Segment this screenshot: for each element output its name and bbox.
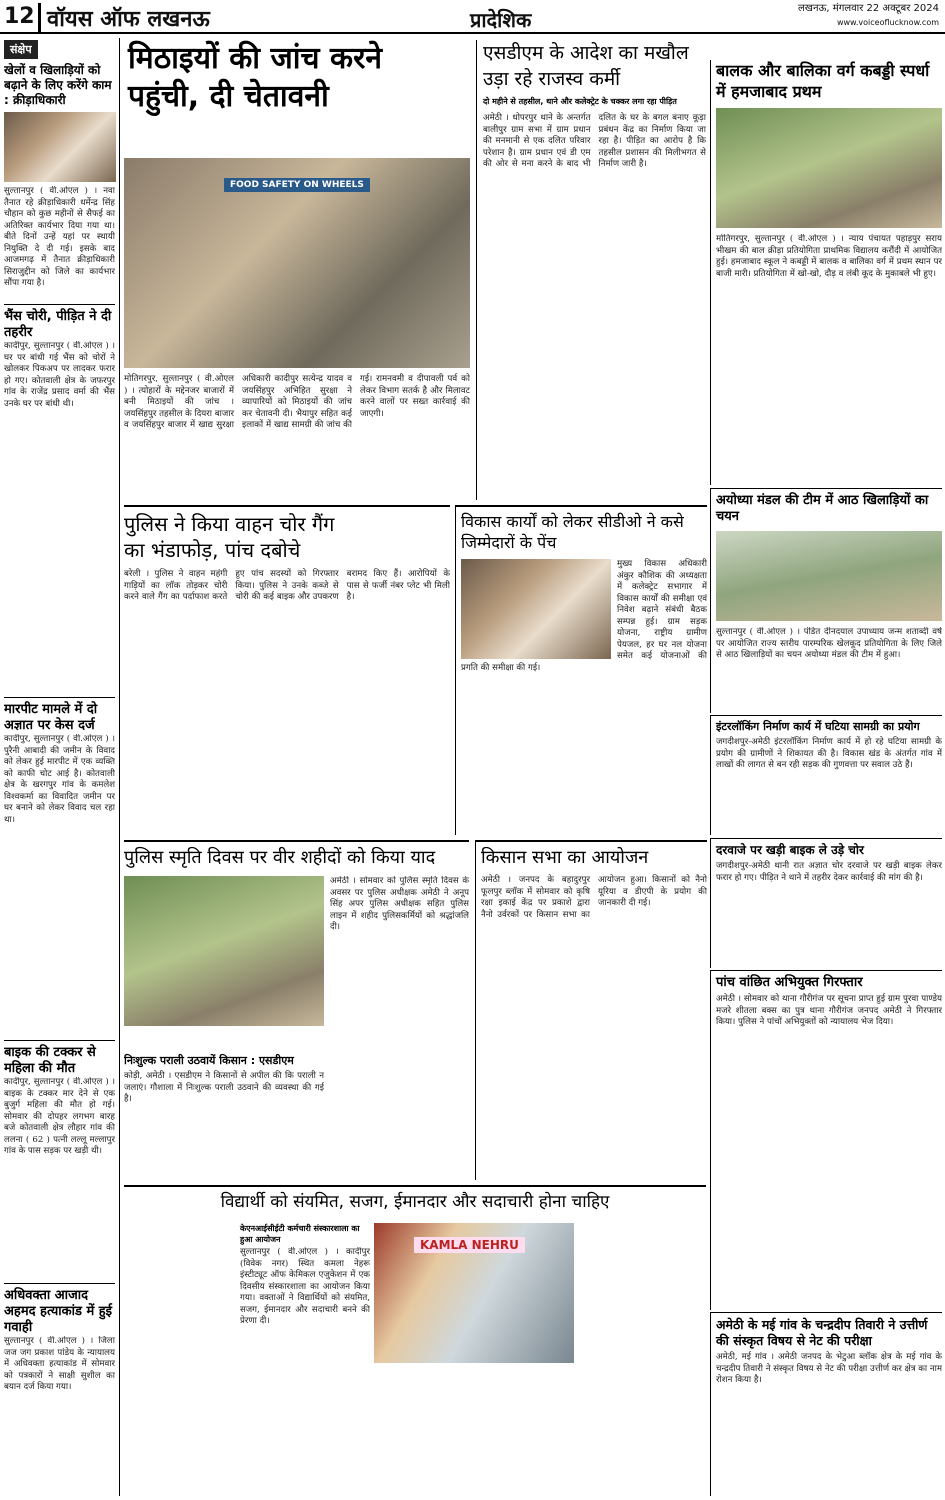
dateline xyxy=(798,2,939,30)
lead-headline xyxy=(124,40,470,116)
masthead xyxy=(0,0,945,34)
stubble-body: कोड़ी, अमेठी । एसडीएम ने किसानों से अपील की कि पराली न जलाएं। गौशाला में निःशुल्क पराली उठवाने की व्यवस्था की गई है। xyxy=(124,1071,324,1104)
brief-body: सुल्तानपुर ( वी.ओएल ) । नवा तैनात रहे क्रीड़ाधिकारी धर्मेन्द्र सिंह चौहान को कुछ महीनों से सैफई का अतिरिक्त कार्यभार दिया गया था। बीते दिनों उन्हें यहां पर स्थायी नियुक्ति दे दी गई। इसके बाद आजमगढ़ में तैनात क्रीड़ाधिकारी सिराजुद्दीन को जिले का कार्यभार सौंपा गया है। xyxy=(4,186,115,288)
brief-body: कादीपुर, सुल्तानपुर ( वी.ओएल ) । पुरैनी आबादी की जमीन के विवाद को लेकर हुई मारपीट में एक व्यक्ति को काफी चोट आई है। कोतवाली क्षेत्र के खरगपुर गांव के कमलेश विश्वकर्मा का विवादित जमीन पर घर बनाने को लेकर विवाद चल रहा था। xyxy=(4,734,115,825)
farmer-body: अमेठी । जनपद के बहादुरपुर फूलपुर ब्लॉक में सोमवार को कृषि रक्षा इकाई केंद्र पर प्रकाशे द्वारा नैनो उर्वरकों पर किसान सभा का आयोजन हुआ। किसानों को नैनो यूरिया व डीएपी के प्रयोग की जानकारी दी गई। xyxy=(481,875,707,920)
kabaddi-headline: बालक और बालिका वर्ग कबड्डी स्पर्धा में हमजाबाद प्रथम xyxy=(716,61,930,101)
briefs-label: संक्षेप xyxy=(4,40,38,59)
sdm-body: अमेठी । धोपरपुर थाने के अन्तर्गत बालीपुर ग्राम सभा में ग्राम प्रधान की मनमानी से एक दलित परिवार परेशान है। ग्राम प्रधान एवं डी एम की ओर से मना करने के बाद भी दलित के घर के बगल बनाए कूड़ा प्रबंधन केंद्र का निर्माण किया जा रहा है। पीड़ित का आरोप है कि तहसील प्रशासन की मिलीभगत से निर्माण जारी है। xyxy=(483,113,706,169)
interlocking-headline: इंटरलॉकिंग निर्माण कार्य में घटिया सामग्री का प्रयोग xyxy=(716,720,920,733)
lead-headline-line1: मिठाइयों की जांच करने xyxy=(128,41,382,76)
kabaddi-photo xyxy=(716,108,942,228)
vehicle-theft-story xyxy=(124,505,450,835)
sanskrit-headline: अमेठी के मई गांव के चन्द्रदीप तिवारी ने उत्तीर्ण की संस्कृत विषय से नेट की परीक्षा xyxy=(716,1317,928,1348)
kabaddi-story xyxy=(710,60,942,485)
vehicle-headline-line1: पुलिस ने किया वाहन चोर गैंग xyxy=(124,512,335,536)
arrest-body: अमेठी । सोमवार को थाना गौरीगंज पर सूचना प्राप्त हुई ग्राम पुरवा पाण्डेय मजरे शीतला बक्स का पुत्र थाना गौरीगंज जनपद अमेठी ने गिरफ्तार किया। पुलिस ने पांचों अभियुक्तों को न्यायालय भेज दिया। xyxy=(716,994,942,1027)
farmer-story xyxy=(475,840,707,1180)
arrest-headline: पांच वांछित अभियुक्त गिरफ्तार xyxy=(716,975,863,990)
paper-name: वॉयस ऑफ लखनऊ xyxy=(38,3,210,33)
lead-story xyxy=(124,40,470,500)
sdm-deck: दो महीने से तहसील, थाने और कलेक्ट्रेट के चक्कर लगा रहा पीड़ित xyxy=(483,97,677,106)
ayodhya-story xyxy=(710,488,942,713)
police-memorial-headline: पुलिस स्मृति दिवस पर वीर शहीदों को किया याद xyxy=(124,847,436,868)
police-memorial-photo xyxy=(124,876,324,1026)
police-memorial-body: अमेठी । सोमवार को पुलिस स्मृति दिवस के अवसर पर पुलिस अधीक्षक अमेठी ने अनूप सिंह अपर पुलिस अधीक्षक सहित पुलिस लाइन में शहीद पुलिसकर्मियों को श्रद्धांजलि दी। xyxy=(330,876,469,932)
kabaddi-body: मोतिगरपुर, सुल्तानपुर ( वी.ओएल ) । न्याय पंचायत पहाड़पुर सराय भीखम की बाल क्रीड़ा प्रतियोगिता प्राथमिक विद्यालय करौंदी में आयोजित हुई। हमजाबाद स्कूल ने कबड्डी में बालक व बालिका वर्ग में प्रथम स्थान पर बाजी मारी। प्रतियोगिता में खो-खो, दौड़ व लंबी कूद के मुकाबले भी हुए। xyxy=(716,234,942,279)
ayodhya-body: सुल्तानपुर ( वी.ओएल ) । पंडित दीनदयाल उपाध्याय जन्म शताब्दी वर्ष पर आयोजित राज्य स्तरीय पारम्परिक खेलकूद प्रतियोगिता के लिए जिले से आठ खिलाड़ियों का चयन अयोध्या मंडल की टीम में हुआ। xyxy=(716,627,942,660)
website-link[interactable]: www.voiceoflucknow.com xyxy=(836,18,939,27)
brief-headline: अधिवक्ता आजाद अहमद हत्याकांड में हुई गवाही xyxy=(4,1283,115,1336)
sdm-story xyxy=(476,40,706,500)
brief-headline: खेलों व खिलाड़ियों को बढ़ाने के लिए करेंगे काम : क्रीड़ाधिकारी xyxy=(4,63,112,107)
stubble-headline: निःशुल्क पराली उठवायें किसान : एसडीएम xyxy=(124,1054,294,1067)
student-headline: विद्यार्थी को संयमित, सजग, ईमानदार और सदाचारी होना चाहिए xyxy=(220,1192,610,1212)
food-safety-sign: FOOD SAFETY ON WHEELS xyxy=(224,178,370,192)
brief-body: सुल्तानपुर ( वी.ओएल ) । जिला जज जग प्रकाश पांडेय के न्यायालय में अधिवक्ता हत्याकांड में सोमवार को पत्रकारों ने साक्षी सुशील का बयान दर्ज किया गया। xyxy=(4,1336,115,1392)
lead-photo xyxy=(124,158,470,368)
brief-body: कादीपुर, सुल्तानपुर ( वी.ओएल ) । घर पर बांधी गई भैंस को चोरों ने खोलकर पिकअप पर लादकर फरार हो गए। कोतवाली क्षेत्र के जफरपुर गांव के राजेंद्र प्रसाद वर्मा की भैंस उनके घर पर बांधी थी। xyxy=(4,341,115,409)
cdo-story xyxy=(455,505,707,835)
student-photo xyxy=(374,1223,574,1363)
brief-headline: बाइक की टक्कर से महिला की मौत xyxy=(4,1040,115,1077)
brief-headline: भैंस चोरी, पीड़ित ने दी तहरीर xyxy=(4,304,115,341)
student-kicker: केएनआईसीईटी कर्मचारी संस्कारशाला का हुआ आयोजन xyxy=(240,1224,360,1244)
vehicle-theft-body: बरेली । पुलिस ने वाहन महंगी गाड़ियों का लॉक तोड़कर चोरी करने वाले गैंग का पर्दाफाश करते हुए पांच सदस्यों को गिरफ्तार किया। पुलिस ने उनके कब्जे से चोरी की कई बाइक और उपकरण बरामद किए हैं। आरोपियों के पास से फर्जी नंबर प्लेट भी मिली है। xyxy=(124,569,450,602)
cdo-body: मुख्य विकास अधिकारी अंकुर कौशिक की अध्यक्षता में कलेक्ट्रेट सभागार में विकास कार्यों की समीक्षा एवं निवेश बढ़ाने संबंधी बैठक सम्पन्न हुई। ग्राम सड़क योजना, राष्ट्रीय ग्रामीण पेयजल, हर घर नल योजना समेत कई योजनाओं की प्रगति की समीक्षा की गई। xyxy=(461,559,707,673)
brief-body: कादीपुर, सुल्तानपुर ( वी.ओएल ) । बाइक के टक्कर मार देने से एक बुजुर्ग महिला की मौत हो गई। सोमवार की दोपहर लगभग बारह बजे कोतवाली क्षेत्र लौहार गांव की ललना ( 62 ) पत्नी लल्लू मल्लापुर गांव के पास सड़क पर खड़ी थी। xyxy=(4,1077,115,1156)
vehicle-headline-line2: का भंडाफोड़, पांच दबोचे xyxy=(124,538,301,562)
sdm-headline: एसडीएम के आदेश का मखौल उड़ा रहे राजस्व कर्मी xyxy=(483,42,689,90)
ayodhya-headline: अयोध्या मंडल की टीम में आठ खिलाड़ियों का चयन xyxy=(716,493,929,524)
student-body: सुल्तानपुर ( वी.ओएल ) । कादीपुर (विवेक नगर) स्थित कमला नेहरू इंस्टीट्यूट ऑफ केमिकल एजुकेशन में एक दिवसीय संस्कारशाला का आयोजन किया गया। वक्ताओं ने विद्यार्थियों को संयमित, सजग, ईमानदार और सदाचारी बनने की प्रेरणा दी। xyxy=(240,1247,370,1326)
bike-theft-headline: दरवाजे पर खड़ी बाइक ले उड़े चोर xyxy=(716,843,864,857)
stubble-story xyxy=(124,1050,324,1180)
banner-text: KAMLA NEHRU xyxy=(414,1237,525,1253)
brief-headline: मारपीट मामले में दो अज्ञात पर केस दर्ज xyxy=(4,697,115,734)
student-story xyxy=(124,1185,706,1496)
lead-body: मोतिगरपुर, सुल्तानपुर ( वी.ओएल ) । त्योहारों के मद्देनजर बाजारों में बनी मिठाइयों की जांच । जयसिंहपुर तहसील के दियरा बाजार व जयसिंहपुर बाजार में खाद्य सुरक्षा अधिकारी कादीपुर सत्येन्द्र यादव व जयसिंहपुर अभिहित सुरक्षा ने व्यापारियों को मिठाइयों की जांच कर चेतावनी दी। भैयापुर सहित कई इलाकों में खाद्य सामग्री की जांच की गई। रामनवमी व दीपावली पर्व को लेकर विभाग सतर्क है और मिलावट करने वालों पर सख्त कार्रवाई की जाएगी। xyxy=(124,374,470,430)
ayodhya-photo xyxy=(716,531,942,621)
bike-theft-story xyxy=(710,838,942,968)
brief-photo xyxy=(4,112,116,182)
vehicle-theft-headline xyxy=(124,511,450,563)
cdo-photo xyxy=(461,559,611,659)
date: लखनऊ, मंगलवार 22 अक्टूबर 2024 xyxy=(798,3,939,14)
lead-headline-line2: पहुंची, दी चेतावनी xyxy=(128,79,329,114)
sanskrit-story xyxy=(710,1312,942,1496)
arrest-story xyxy=(710,970,942,1310)
cdo-headline: विकास कार्यों को लेकर सीडीओ ने कसे जिम्मेदारों के पेंच xyxy=(461,512,684,552)
sanskrit-body: अमेठी, मई गांव । अमेठी जनपद के भेटुआ ब्लॉक क्षेत्र के मई गांव के चन्द्रदीप तिवारी ने संस्कृत विषय से नेट की परीक्षा उत्तीर्ण कर क्षेत्र का नाम रोशन किया है। xyxy=(716,1352,942,1385)
briefs-column xyxy=(4,38,120,1496)
section-title: प्रादेशिक xyxy=(470,6,531,34)
bike-theft-body: जगदीशपुर-अमेठी थानी रात अज्ञात चोर दरवाजे पर खड़ी बाइक लेकर फरार हो गए। पीड़ित ने थाने में तहरीर देकर कार्रवाई की मांग की है। xyxy=(716,861,942,883)
interlocking-story xyxy=(710,715,942,835)
farmer-headline: किसान सभा का आयोजन xyxy=(481,847,649,868)
interlocking-body: जगदीशपुर-अमेठी इंटरलॉकिंग निर्माण कार्य में हो रहे घटिया सामग्री के प्रयोग की ग्रामीणों ने शिकायत की है। विकास खंड के अंतर्गत गांव में लाखों की लागत से बन रही सड़क की गुणवत्ता पर सवाल उठे हैं। xyxy=(716,737,942,770)
page-number: 12 xyxy=(4,4,35,29)
